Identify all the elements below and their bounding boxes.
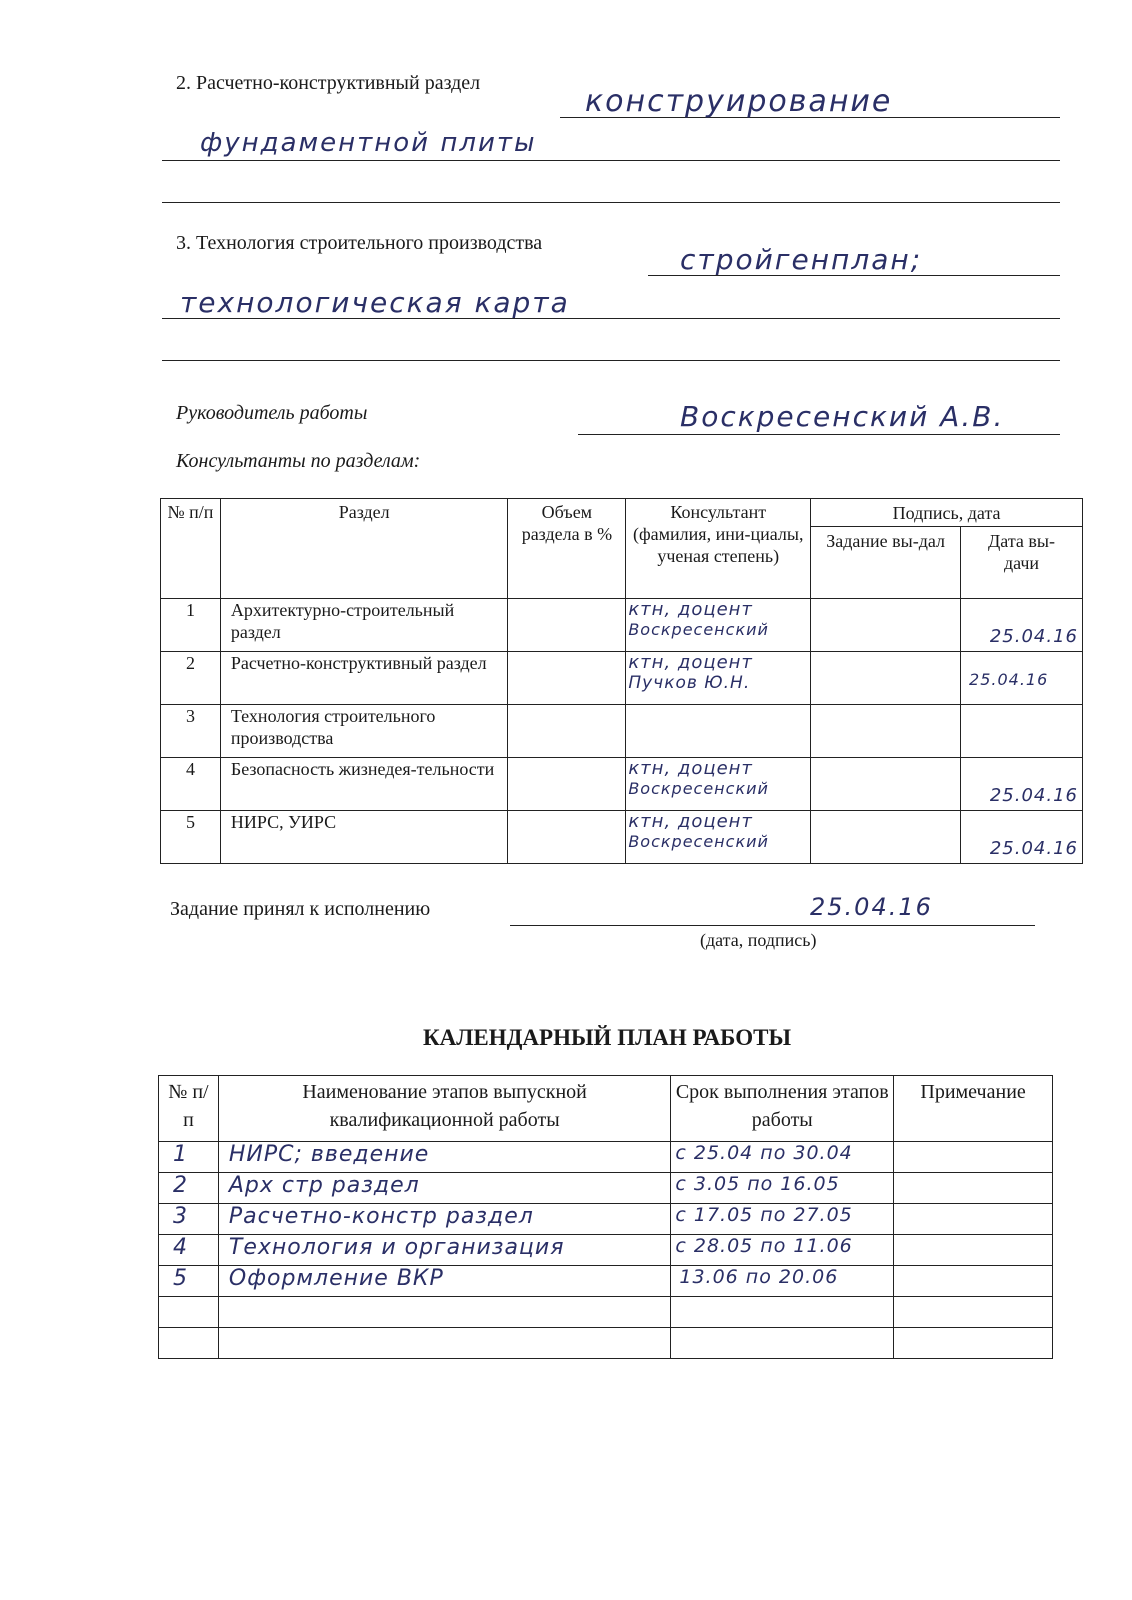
col-section-header: Раздел (220, 499, 508, 599)
section2-handwriting-1: конструирование (585, 84, 893, 119)
plan-row-stage: НИРС; введение (218, 1142, 671, 1173)
date-handwriting: 25.04.16 (989, 626, 1078, 647)
row-volume (508, 811, 626, 864)
supervisor-line (578, 434, 1060, 435)
plan-row-term: с 28.05 по 11.06 (671, 1235, 894, 1266)
row-volume (508, 599, 626, 652)
section2-handwriting-2: фундаментной плиты (200, 128, 537, 158)
row-issued (811, 758, 961, 811)
section3-line3 (162, 360, 1060, 361)
plan-row-term: с 25.04 по 30.04 (671, 1142, 894, 1173)
section2-line2 (162, 160, 1060, 161)
row-date (961, 705, 1083, 758)
plan-row-num: 3 (159, 1204, 219, 1235)
row-date (961, 758, 1083, 811)
row-consultant (626, 652, 811, 705)
col-date-header: Дата вы-дачи (961, 527, 1083, 599)
plan-row-term: 13.06 по 20.06 (671, 1266, 894, 1297)
accepted-line (510, 925, 1035, 926)
plan-col-stage-header: Наименование этапов выпускной квалификационной работы (218, 1076, 671, 1142)
col-num-header: № п/п (161, 499, 221, 599)
plan-row-num: 5 (159, 1266, 219, 1297)
row-date (961, 652, 1083, 705)
row-date (961, 811, 1083, 864)
consultant-name: Пучков Ю.Н. (628, 673, 751, 693)
plan-row-stage (218, 1297, 671, 1328)
consultant-row (161, 652, 1083, 705)
accepted-date-handwriting: 25.04.16 (810, 893, 933, 921)
plan-row-num: 1 (159, 1142, 219, 1173)
plan-row-stage: Технология и организация (218, 1235, 671, 1266)
section3-label: 3. Технология строительного производства (176, 232, 543, 254)
plan-row-term: с 17.05 по 27.05 (671, 1204, 894, 1235)
plan-row-note (894, 1173, 1053, 1204)
plan-row (159, 1328, 1053, 1359)
date-handwriting: 25.04.16 (989, 785, 1078, 806)
plan-row-note (894, 1204, 1053, 1235)
plan-row (159, 1235, 1053, 1266)
plan-row-term (671, 1297, 894, 1328)
consultant-row (161, 758, 1083, 811)
row-num: 1 (161, 599, 221, 652)
plan-col-note-header: Примечание (894, 1076, 1053, 1142)
plan-row-stage: Арх стр раздел (218, 1173, 671, 1204)
plan-col-num-header: № п/п (159, 1076, 219, 1142)
consultant-name: Воскресенский (628, 832, 769, 851)
supervisor-handwriting: Воскресенский А.В. (680, 400, 1005, 433)
plan-row-num: 2 (159, 1173, 219, 1204)
plan-row (159, 1142, 1053, 1173)
plan-row-stage: Оформление ВКР (218, 1266, 671, 1297)
consultant-name: Воскресенский (628, 620, 769, 639)
plan-row-note (894, 1266, 1053, 1297)
row-consultant (626, 705, 811, 758)
row-section: Безопасность жизнедея-тельности (220, 758, 508, 811)
accepted-label: Задание принял к исполнению (170, 898, 431, 920)
plan-row-stage: Расчетно-констр раздел (218, 1204, 671, 1235)
plan-row-stage (218, 1328, 671, 1359)
date-handwriting: 25.04.16 (969, 670, 1049, 689)
row-volume (508, 758, 626, 811)
row-num: 3 (161, 705, 221, 758)
plan-row-num (159, 1297, 219, 1328)
plan-row (159, 1297, 1053, 1328)
row-consultant (626, 811, 811, 864)
plan-row-term (671, 1328, 894, 1359)
consultant-row (161, 811, 1083, 864)
plan-row (159, 1204, 1053, 1235)
row-issued (811, 811, 961, 864)
accepted-caption: (дата, подпись) (700, 930, 817, 950)
plan-table (158, 1075, 1053, 1359)
plan-title: КАЛЕНДАРНЫЙ ПЛАН РАБОТЫ (422, 1025, 792, 1050)
col-sign-header: Подпись, дата (811, 499, 1083, 527)
row-num: 4 (161, 758, 221, 811)
supervisor-label: Руководитель работы (176, 402, 368, 424)
row-section: Архитектурно-строительный раздел (220, 599, 508, 652)
consultants-title: Консультанты по разделам: (176, 450, 421, 472)
plan-row-num: 4 (159, 1235, 219, 1266)
row-section: НИРС, УИРС (220, 811, 508, 864)
plan-row-term: с 3.05 по 16.05 (671, 1173, 894, 1204)
plan-row (159, 1173, 1053, 1204)
consultant-degree: ктн, доцент (628, 652, 753, 673)
plan-row-note (894, 1142, 1053, 1173)
consultant-degree: ктн, доцент (628, 758, 753, 779)
row-volume (508, 705, 626, 758)
col-volume-header: Объем раздела в % (508, 499, 626, 599)
plan-row-note (894, 1328, 1053, 1359)
row-section: Расчетно-конструктивный раздел (220, 652, 508, 705)
plan-row-note (894, 1297, 1053, 1328)
row-issued (811, 705, 961, 758)
row-date (961, 599, 1083, 652)
row-section: Технология строительного производства (220, 705, 508, 758)
consultant-row (161, 705, 1083, 758)
plan-row-num (159, 1328, 219, 1359)
consultant-row (161, 599, 1083, 652)
row-issued (811, 652, 961, 705)
plan-row (159, 1266, 1053, 1297)
date-handwriting: 25.04.16 (989, 838, 1078, 859)
plan-col-term-header: Срок выполнения этапов работы (671, 1076, 894, 1142)
row-num: 5 (161, 811, 221, 864)
consultant-degree: ктн, доцент (628, 599, 753, 620)
col-consultant-header: Консультант (фамилия, ини-циалы, ученая степень) (626, 499, 811, 599)
row-volume (508, 652, 626, 705)
plan-row-note (894, 1235, 1053, 1266)
consultant-degree: ктн, доцент (628, 811, 753, 832)
section3-handwriting-1: стройгенплан; (680, 243, 923, 276)
section2-line3 (162, 202, 1060, 203)
section3-handwriting-2: технологическая карта (180, 286, 570, 319)
section2-label: 2. Расчетно-конструктивный раздел (176, 72, 481, 94)
row-consultant (626, 599, 811, 652)
col-issued-header: Задание вы-дал (811, 527, 961, 599)
consultant-name: Воскресенский (628, 779, 769, 798)
consultants-table (160, 498, 1083, 864)
row-num: 2 (161, 652, 221, 705)
row-consultant (626, 758, 811, 811)
row-issued (811, 599, 961, 652)
